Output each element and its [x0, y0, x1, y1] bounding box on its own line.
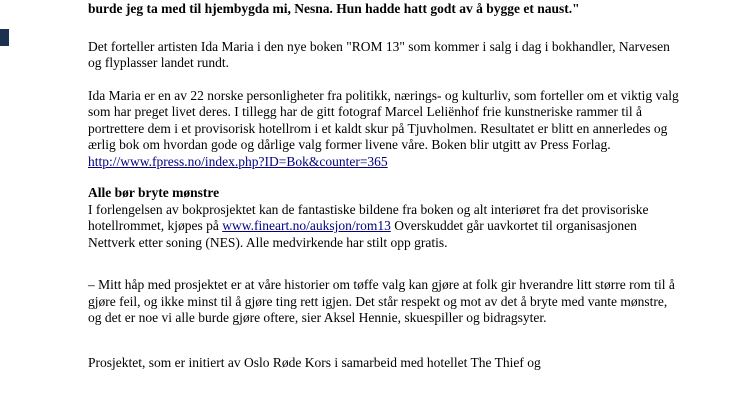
paragraph-auction: [88, 202, 680, 252]
paragraph-auction-text-before: I forlengelsen av bokprosjektet kan de fantastiske bildene fra boken og alt interiøret fra det provisoriske hotellrommet, kjøpes på: [88, 201, 649, 233]
press-release-body: [88, 0, 680, 371]
paragraph-auction-text-after: Overskuddet går uavkortet til organisasjonen Nettverk etter soning (NES). Alle medvirkende har stilt opp gratis.: [88, 218, 637, 250]
publisher-link-line: [88, 154, 680, 171]
fpress-link[interactable]: http://www.fpress.no/index.php?ID=Bok&counter=365: [88, 153, 388, 169]
paragraph-quote-hennie: – Mitt håp med prosjektet er at våre historier om tøffe valg kan gjøre at folk gir hverandre litt større rom til å gjøre feil, og ikke minst til å gjøre ting rett igjen. Det står respekt og mot av det å bryte med vante mønstre, og det er noe vi alle burde gjøre oftere, sier Aksel Hennie, skuespiller og bidragsyter.: [88, 277, 675, 325]
fineart-link[interactable]: www.fineart.no/auksjon/rom13: [222, 218, 391, 233]
paragraph-intro: Det forteller artisten Ida Maria i den nye boken "ROM 13" som kommer i salg i dag i bokhandler, Narvesen og flyplasser landet rundt.: [88, 38, 670, 70]
edge-widget-fragment: [0, 29, 9, 46]
paragraph-book-description: Ida Maria er en av 22 norske personligheter fra politikk, nærings- og kulturliv, som forteller om et viktig valg som har preget livet deres. I tillegg har de gitt fotograf Marcel Leliënhof frie kunstneriske rammer til å portrettere dem i et provisorisk hotellrom i et kaldt skur på Tjuvholmen. Resultatet er blitt en annerledes og ærlig bok om hvordan gode og dårlige valg former livene våre. Boken blir utgitt av Press Forlag.: [88, 87, 679, 152]
section-heading: Alle bør bryte mønstre: [88, 185, 220, 200]
paragraph-project-partners: Prosjektet, som er initiert av Oslo Røde Kors i samarbeid med hotellet The Thief og: [88, 354, 541, 370]
pull-quote: burde jeg ta med til hjembygda mi, Nesna. Hun hadde hatt godt av å bygge et naust.": [88, 1, 580, 16]
